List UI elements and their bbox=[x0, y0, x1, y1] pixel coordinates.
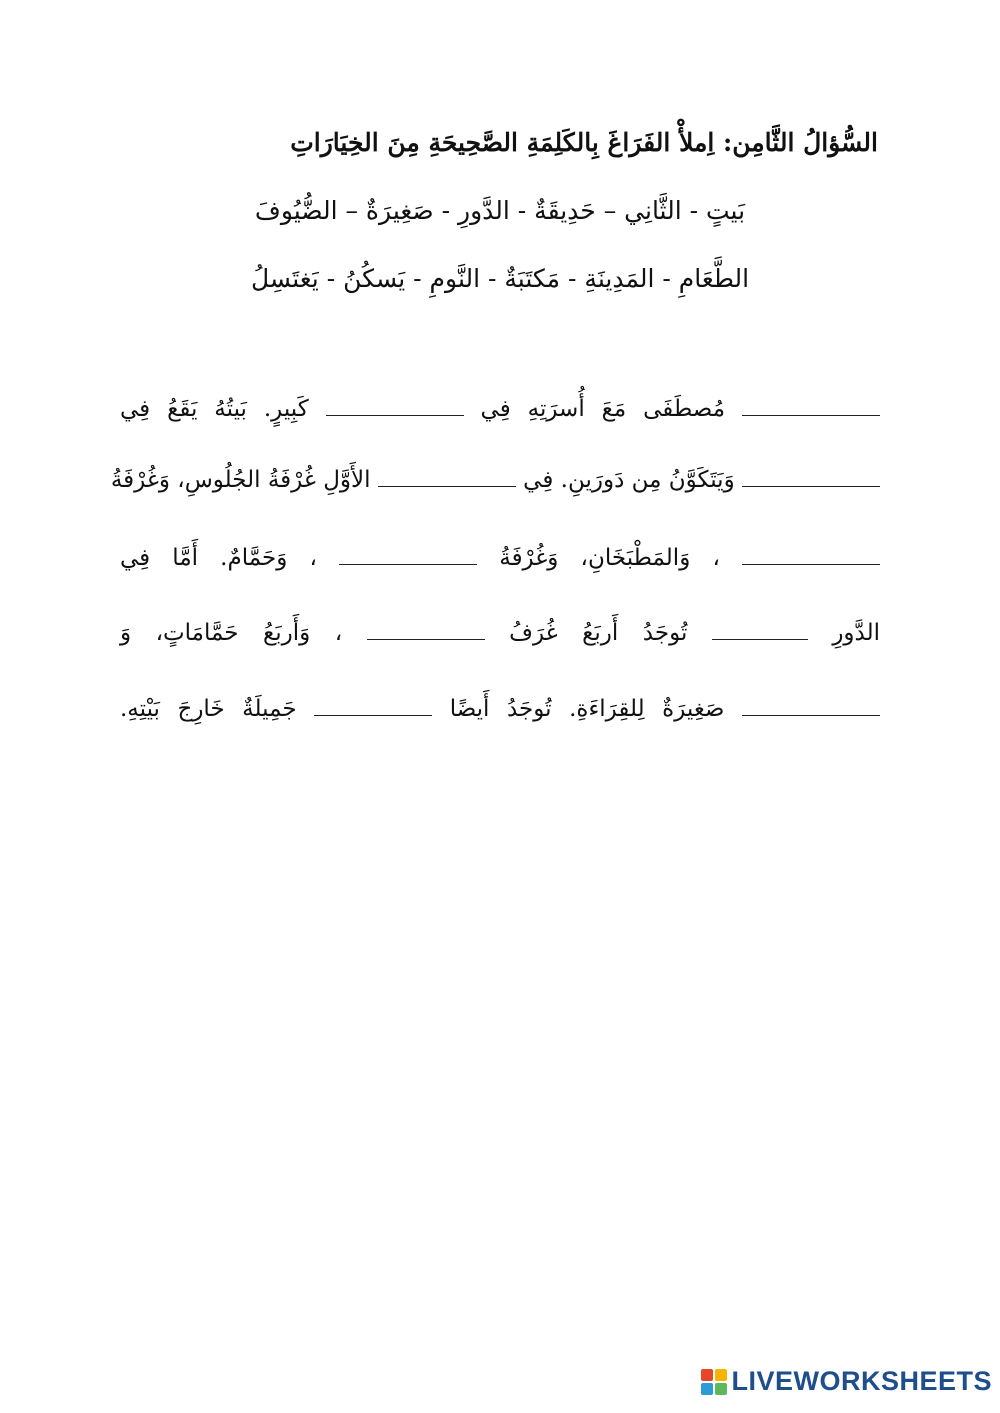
passage-text: ، وَحَمَّامٌ. أَمَّا فِي bbox=[120, 545, 317, 571]
blank-9[interactable] bbox=[742, 693, 880, 716]
blank-7[interactable] bbox=[712, 617, 808, 640]
passage-line-4 bbox=[120, 616, 880, 650]
liveworksheets-logo-icon bbox=[701, 1369, 727, 1395]
logo-square-blue bbox=[701, 1383, 713, 1395]
passage-text: وَيَتَكَوَّنُ مِن دَورَينِ. فِي bbox=[523, 467, 735, 493]
word-bank-row-1: بَيتٍ - الثَّانِي – حَدِيقَةٌ - الدَّورِ - صَغِيرَةٌ – الضُّيُوفَ bbox=[254, 196, 746, 225]
blank-10[interactable] bbox=[314, 693, 432, 716]
passage-line-3 bbox=[120, 541, 880, 575]
passage-text: جَمِيلَةٌ خَارِجَ بَيْتِهِ. bbox=[120, 696, 297, 722]
brand-name: LIVEWORKSHEETS bbox=[731, 1366, 992, 1396]
passage-text: ، وَأَربَعُ حَمَّامَاتٍ، وَ bbox=[120, 620, 343, 646]
passage-text: الدَّورِ bbox=[832, 620, 881, 646]
logo-square-yellow bbox=[715, 1369, 727, 1381]
word-bank-row-2: الطَّعَامِ - المَدِينَةِ - مَكتَبَةٌ - النَّومِ - يَسكُنُ - يَغتَسِلُ bbox=[250, 264, 750, 293]
blank-1[interactable] bbox=[742, 393, 880, 416]
blank-6[interactable] bbox=[339, 542, 477, 565]
passage-text: صَغِيرَةٌ لِلقِرَاءَةِ. تُوجَدُ أَيضًا bbox=[449, 696, 725, 722]
liveworksheets-brand[interactable] bbox=[701, 1366, 992, 1397]
passage-text: تُوجَدُ أَربَعُ غُرَفُ bbox=[509, 620, 688, 646]
passage-text: الأَوَّلِ غُرْفَةُ الجُلُوسِ، وَغُرْفَةُ bbox=[110, 467, 371, 493]
logo-square-red bbox=[701, 1369, 713, 1381]
passage-text: مُصطَفَى مَعَ أُسرَتِهِ فِي bbox=[480, 396, 726, 422]
passage-text: ، وَالمَطْبَخَانِ، وَغُرْفَةُ bbox=[499, 545, 720, 571]
passage-text: كَبِيرٍ. بَيتُهُ يَقَعُ فِي bbox=[120, 396, 309, 422]
passage-line-1 bbox=[120, 392, 880, 426]
question-title: السُّؤالُ الثَّامِن: اِملأْ الفَرَاغَ بِالكَلِمَةِ الصَّحِيحَةِ مِنَ الخِيَارَاتِ bbox=[290, 128, 878, 157]
logo-square-green bbox=[715, 1383, 727, 1395]
blank-8[interactable] bbox=[367, 617, 485, 640]
blank-3[interactable] bbox=[742, 464, 880, 487]
blank-5[interactable] bbox=[742, 542, 880, 565]
passage-line-5 bbox=[120, 692, 880, 726]
blank-4[interactable] bbox=[378, 464, 516, 487]
passage-line-2 bbox=[110, 463, 880, 497]
blank-2[interactable] bbox=[326, 393, 464, 416]
